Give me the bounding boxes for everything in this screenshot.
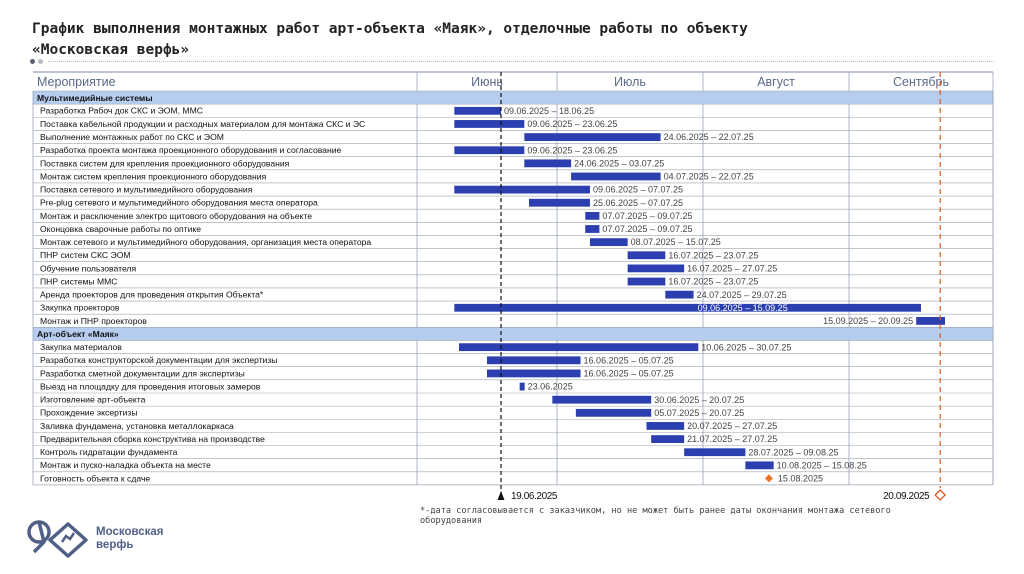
task-date-range: 05.07.2025 – 20.07.25 — [654, 407, 745, 418]
task-label: Монтаж систем крепления проекционного оборудования — [40, 171, 267, 182]
month-label: Август — [757, 75, 795, 89]
footnote-line-1: *-дата согласовывается с заказчиком, но не может быть ранее даты окончания монтажа сетевого — [420, 506, 891, 516]
task-label: Монтаж и расключение электро щитового оборудования на объекте — [40, 210, 313, 221]
task-bar — [529, 199, 590, 207]
task-bar — [665, 291, 693, 299]
brand-line-2: верфь — [96, 539, 134, 551]
task-date-range: 24.06.2025 – 03.07.25 — [574, 158, 665, 169]
task-bar — [454, 304, 921, 312]
task-bar — [454, 186, 590, 194]
task-bar — [552, 396, 651, 404]
section-band — [33, 91, 993, 104]
task-bar — [646, 422, 684, 430]
task-label: Закупка материалов — [40, 342, 122, 353]
task-label: Контроль гидратации фундамента — [40, 447, 178, 458]
task-date-range: 08.07.2025 – 15.07.25 — [630, 237, 721, 248]
milestone-diamond — [765, 474, 773, 482]
task-date-range: 09.06.2025 – 23.06.25 — [527, 119, 618, 130]
task-date-range: 15.09.2025 – 20.09.25 — [823, 316, 914, 327]
task-label: Поставка систем для крепления проекционного оборудования — [40, 158, 290, 169]
section-label: Арт-объект «Маяк» — [37, 329, 119, 340]
task-label: ПНР системы ММС — [40, 276, 118, 287]
title-line-2: «Московская верфь» — [32, 42, 190, 58]
task-label: Выезд на площадку для проведения итоговых замеров — [40, 381, 261, 392]
task-date-range: 16.06.2025 – 05.07.25 — [583, 355, 674, 366]
task-label: Прохождение эксертизы — [40, 407, 138, 418]
task-bar — [576, 409, 651, 417]
deadline-marker-label: 20.09.2025 — [883, 491, 930, 502]
task-bar — [651, 435, 684, 443]
task-date-range: 09.06.2025 – 18.06.25 — [504, 105, 595, 116]
logo-diamond-icon — [50, 524, 86, 556]
task-label: Оконцовка сварочные работы по оптике — [40, 223, 202, 234]
task-date-range: 07.07.2025 – 09.07.25 — [602, 224, 693, 235]
task-bar — [684, 448, 745, 456]
milestone-date: 15.08.2025 — [777, 473, 823, 484]
task-date-range: 20.07.2025 – 27.07.25 — [687, 421, 778, 432]
task-bar — [459, 343, 698, 351]
task-label: Выполнение монтажных работ по СКС и ЭОМ — [40, 131, 224, 142]
task-label: Разработка проекта монтажа проекционного оборудования и согласование — [40, 145, 342, 156]
task-date-range: 28.07.2025 – 09.08.25 — [748, 447, 839, 458]
task-label: Поставка сетевого и мультимедийного оборудования — [40, 184, 253, 195]
task-label: Разработка Рабоч док СКС и ЭОМ, ММС — [40, 105, 203, 116]
task-date-range: 24.07.2025 – 29.07.25 — [696, 289, 787, 300]
task-bar — [524, 159, 571, 167]
task-date-range: 23.06.2025 — [527, 381, 573, 392]
task-label: Поставка кабельной продукции и расходных материалом для монтажа СКС и ЭС — [40, 118, 366, 129]
task-label: Pre-plug сетевого и мультимедийного оборудования места оператора — [40, 197, 318, 208]
task-date-range: 09.06.2025 – 07.07.25 — [592, 184, 684, 195]
task-date-range: 25.06.2025 – 07.07.25 — [592, 197, 684, 208]
task-label: Закупка проекторов — [40, 302, 120, 313]
task-label: Заливка фундамена, установка металлокаркаса — [40, 420, 234, 431]
task-bar — [628, 278, 666, 286]
task-label: ПНР систем СКС ЭОМ — [40, 250, 131, 261]
section-band — [33, 327, 993, 340]
task-bar — [628, 251, 666, 259]
section-label: Мультимедийные системы — [37, 92, 153, 103]
deadline-marker-icon — [935, 490, 945, 500]
task-bar — [571, 173, 660, 181]
task-bar — [520, 383, 525, 391]
task-bar — [524, 133, 660, 141]
task-bar — [454, 146, 524, 154]
task-label: Монтаж и пуско-наладка объекта на месте — [40, 460, 211, 471]
task-bar — [454, 107, 501, 115]
task-date-range: 16.07.2025 – 23.07.25 — [668, 276, 759, 287]
task-bar — [585, 212, 599, 220]
task-date-range: 09.06.2025 – 15.09.25 — [697, 302, 788, 313]
task-label: Разработка сметной документации для экспертизы — [40, 368, 245, 379]
today-marker-label: 19.06.2025 — [511, 491, 558, 502]
task-label: Разработка конструкторской документации для экспертизы — [40, 355, 278, 366]
today-marker-icon — [498, 491, 505, 500]
month-label: Июль — [614, 75, 646, 89]
task-date-range: 16.07.2025 – 23.07.25 — [668, 250, 759, 261]
task-label: Монтаж сетевого и мультимедийного оборудования, организация места оператора — [40, 237, 372, 248]
logo-wave-icon — [62, 533, 74, 542]
task-label: Изготовление арт-объекта — [40, 394, 146, 405]
task-date-range: 10.08.2025 – 15.08.25 — [776, 460, 867, 471]
brand-name — [96, 526, 164, 552]
task-label: Обучение пользователя — [40, 263, 137, 274]
task-label: Предварительная сборка конструктива на производстве — [40, 433, 265, 444]
task-column-header: Мероприятие — [37, 75, 116, 89]
month-label: Июнь — [471, 75, 503, 89]
task-date-range: 04.07.2025 – 22.07.25 — [663, 171, 754, 182]
task-date-range: 16.06.2025 – 05.07.25 — [583, 368, 674, 379]
task-bar — [745, 461, 773, 469]
task-bar — [585, 225, 599, 233]
task-bar — [628, 264, 685, 272]
task-date-range: 07.07.2025 – 09.07.25 — [602, 210, 693, 221]
logo-hook-icon — [34, 522, 44, 552]
task-label: Готовность объекта к сдаче — [40, 473, 151, 484]
title-line-1: График выполнения монтажных работ арт-объекта «Маяк», отделочные работы по объекту — [32, 21, 748, 37]
task-date-range: 24.06.2025 – 22.07.25 — [663, 132, 754, 143]
footnote-line-2: оборудования — [420, 516, 483, 526]
month-label: Сентябрь — [893, 75, 949, 89]
task-date-range: 21.07.2025 – 27.07.25 — [687, 434, 778, 445]
task-date-range: 09.06.2025 – 23.06.25 — [527, 145, 618, 156]
task-bar — [590, 238, 628, 246]
task-date-range: 30.06.2025 – 20.07.25 — [654, 394, 745, 405]
task-date-range: 10.06.2025 – 30.07.25 — [701, 342, 792, 353]
task-label: Аренда проекторов для проведения открытия Объекта* — [40, 289, 264, 300]
task-date-range: 16.07.2025 – 27.07.25 — [687, 263, 778, 274]
task-label: Монтаж и ПНР проекторов — [40, 315, 147, 326]
task-bar — [454, 120, 524, 128]
brand-line-1: Московская — [96, 526, 164, 538]
